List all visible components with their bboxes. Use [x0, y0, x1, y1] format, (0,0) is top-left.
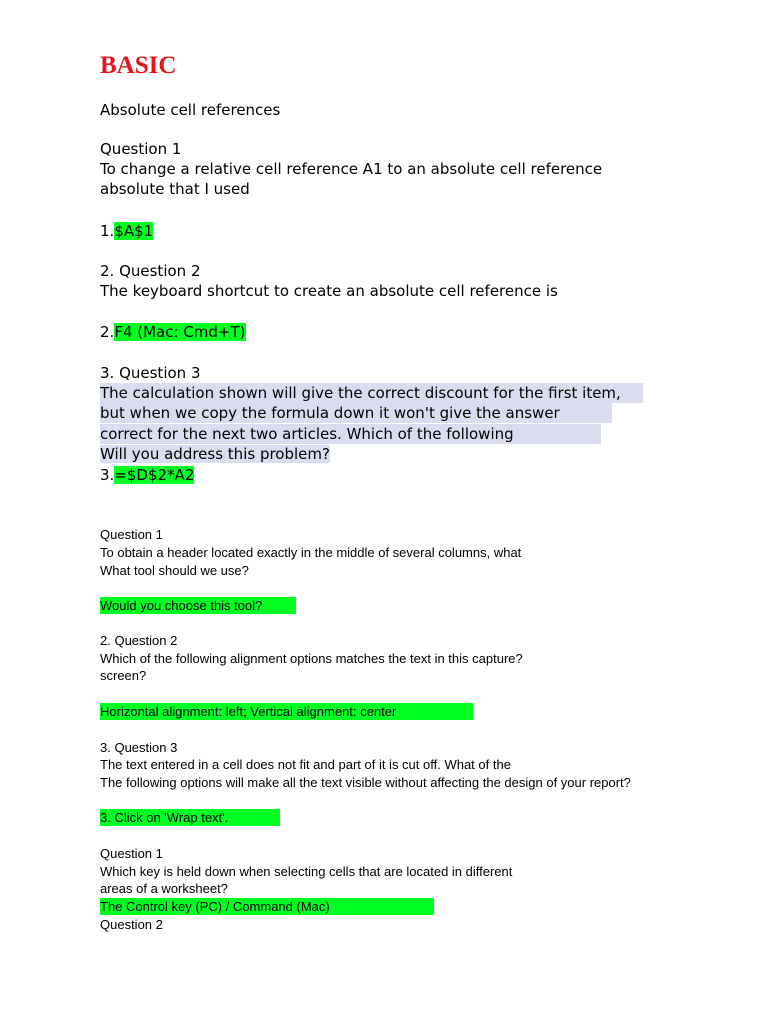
answer-highlight: =$D$2*A2	[114, 466, 195, 484]
question-text: screen?	[100, 668, 147, 683]
answer-line	[100, 465, 194, 485]
question-text-highlighted: but when we copy the formula down it won't give the answer	[100, 403, 612, 423]
question-text-highlighted: Will you address this problem?	[100, 445, 330, 463]
answer-line	[100, 322, 246, 342]
question-text: Which of the following alignment options matches the text in this capture?	[100, 651, 523, 666]
question-text: The following options will make all the text visible without affecting the design of your report?	[100, 775, 631, 790]
page-title: BASIC	[100, 52, 177, 79]
question-heading: Question 1	[100, 140, 182, 158]
section-subtitle: Absolute cell references	[100, 101, 281, 119]
answer-line	[100, 221, 153, 241]
question-text-highlighted: correct for the next two articles. Which of the following	[100, 424, 601, 444]
question-text	[100, 444, 330, 464]
question-text: absolute that I used	[100, 180, 250, 198]
question-text: To change a relative cell reference A1 to an absolute cell reference	[100, 160, 603, 178]
question-text-highlighted: The calculation shown will give the correct discount for the first item,	[100, 383, 643, 403]
answer-highlight: 3. Click on 'Wrap text'.	[100, 809, 280, 826]
question-heading: 2. Question 2	[100, 262, 201, 280]
question-text: To obtain a header located exactly in the middle of several columns, what	[100, 545, 522, 560]
question-heading: Question 2	[100, 917, 163, 932]
answer-prefix: 3.	[100, 466, 115, 484]
answer-prefix: 1.	[100, 222, 115, 240]
answer-prefix: 2.	[100, 323, 115, 341]
question-text: The text entered in a cell does not fit and part of it is cut off. What of the	[100, 757, 511, 772]
answer-highlight: Horizontal alignment: left; Vertical alignment: center	[100, 703, 473, 720]
answer-highlight: $A$1	[114, 222, 154, 240]
answer-highlight: Would you choose this tool?	[100, 597, 296, 614]
question-heading: 2. Question 2	[100, 633, 178, 648]
answer-highlight: F4 (Mac: Cmd+T)	[114, 323, 246, 341]
question-heading: Question 1	[100, 846, 163, 861]
question-text: areas of a worksheet?	[100, 881, 228, 896]
question-heading: 3. Question 3	[100, 740, 178, 755]
question-heading: 3. Question 3	[100, 364, 201, 382]
answer-highlight: The Control key (PC) / Command (Mac)	[100, 898, 434, 915]
question-text: The keyboard shortcut to create an absolute cell reference is	[100, 282, 558, 300]
question-text: Which key is held down when selecting cells that are located in different	[100, 864, 513, 879]
question-heading: Question 1	[100, 527, 163, 542]
question-text: What tool should we use?	[100, 563, 249, 578]
